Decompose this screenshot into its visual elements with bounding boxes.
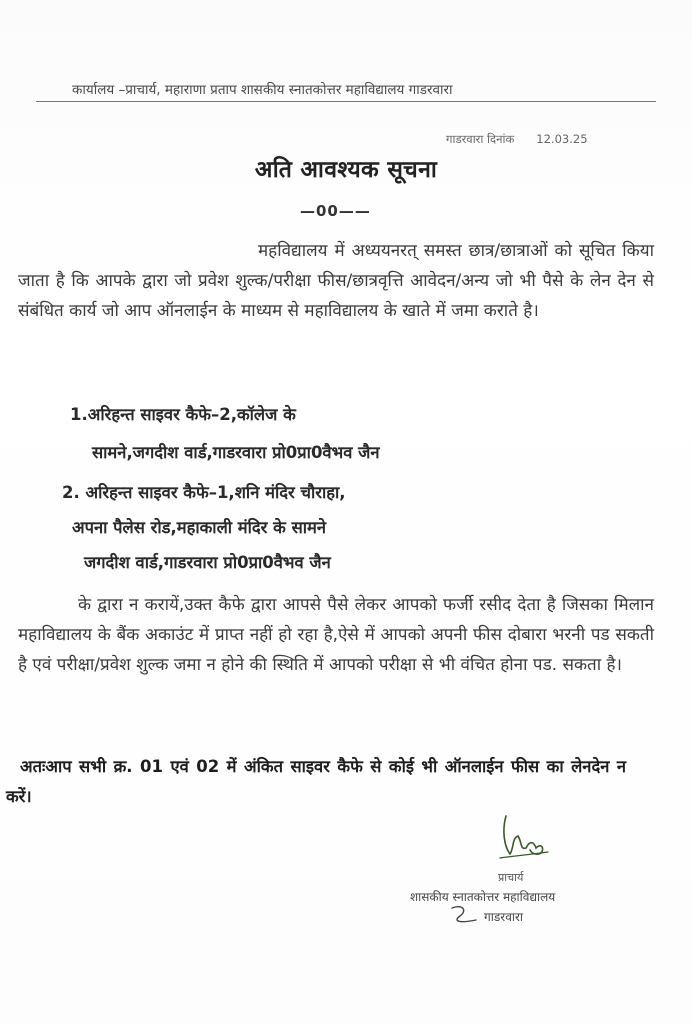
- item-1-line-1: 1.अरिहन्त साइवर कैफे–2,कॉलेज के: [70, 405, 296, 424]
- handwritten-mark: [446, 902, 482, 926]
- title-separator: —00——: [300, 202, 371, 220]
- date-value: 12.03.25: [536, 132, 588, 146]
- final-instruction: अतःआप सभी क्र. 01 एवं 02 में अंकित साइवर कैफे से कोई भी ऑनलाईन फीस का लेनदेन न करें।: [6, 757, 626, 806]
- warning-paragraph: के द्वारा न करायें,उक्त कैफे द्वारा आपसे पैसे लेकर आपको फर्जी रसीद देता है जिसका मिलान महाविद्यालय के बैंक अकाउंट में प्राप्त नहीं हो रहा है,ऐसे में आपको अपनी फीस दोबारा भरनी पड सकती है एवं परीक्षा/प्रवेश शुल्क जमा न होने की स्थिति में आपको परीक्षा से भी वंचित होना पड. सकता है।: [18, 595, 654, 675]
- date-label: गाडरवारा दिनांक: [446, 132, 515, 146]
- intro-paragraph: महविद्यालय में अध्ययनरत् समस्त छात्र/छात्राओं को सूचित किया जाता है कि आपके द्वारा जो प्रवेश शुल्क/परीक्षा फीस/छात्रवृत्ति आवेदन/अन्य जो भी पैसे के लेन देन से संबंधित कार्य जो आप ऑनलाईन के माध्यम से महाविद्यालय के खाते में जमा कराते है।: [18, 241, 654, 321]
- header-divider: [36, 101, 656, 102]
- office-header: कार्यालय –प्राचार्य, महाराणा प्रताप शासकीय स्नातकोत्तर महाविद्यालय गाडरवारा: [72, 82, 453, 98]
- signature-institution: शासकीय स्नातकोत्तर महाविद्यालय: [410, 890, 556, 904]
- notice-title: अति आवश्यक सूचना: [254, 157, 438, 183]
- item-2-line-3: जगदीश वार्ड,गाडरवारा प्रो0प्रा0वैभव जैन: [84, 553, 331, 572]
- item-1-line-2: सामने,जगदीश वार्ड,गाडरवारा प्रो0प्रा0वैभव जैन: [92, 443, 380, 462]
- item-2-line-2: अपना पैलेस रोड,महाकाली मंदिर के सामने: [72, 518, 327, 537]
- principal-signature: [492, 808, 556, 868]
- signature-designation: प्राचार्य: [498, 871, 524, 884]
- date-line: [446, 132, 588, 147]
- item-2-line-1: 2. अरिहन्त साइवर कैफे–1,शनि मंदिर चौराहा,: [62, 483, 346, 502]
- signature-place: गाडरवारा: [484, 910, 523, 924]
